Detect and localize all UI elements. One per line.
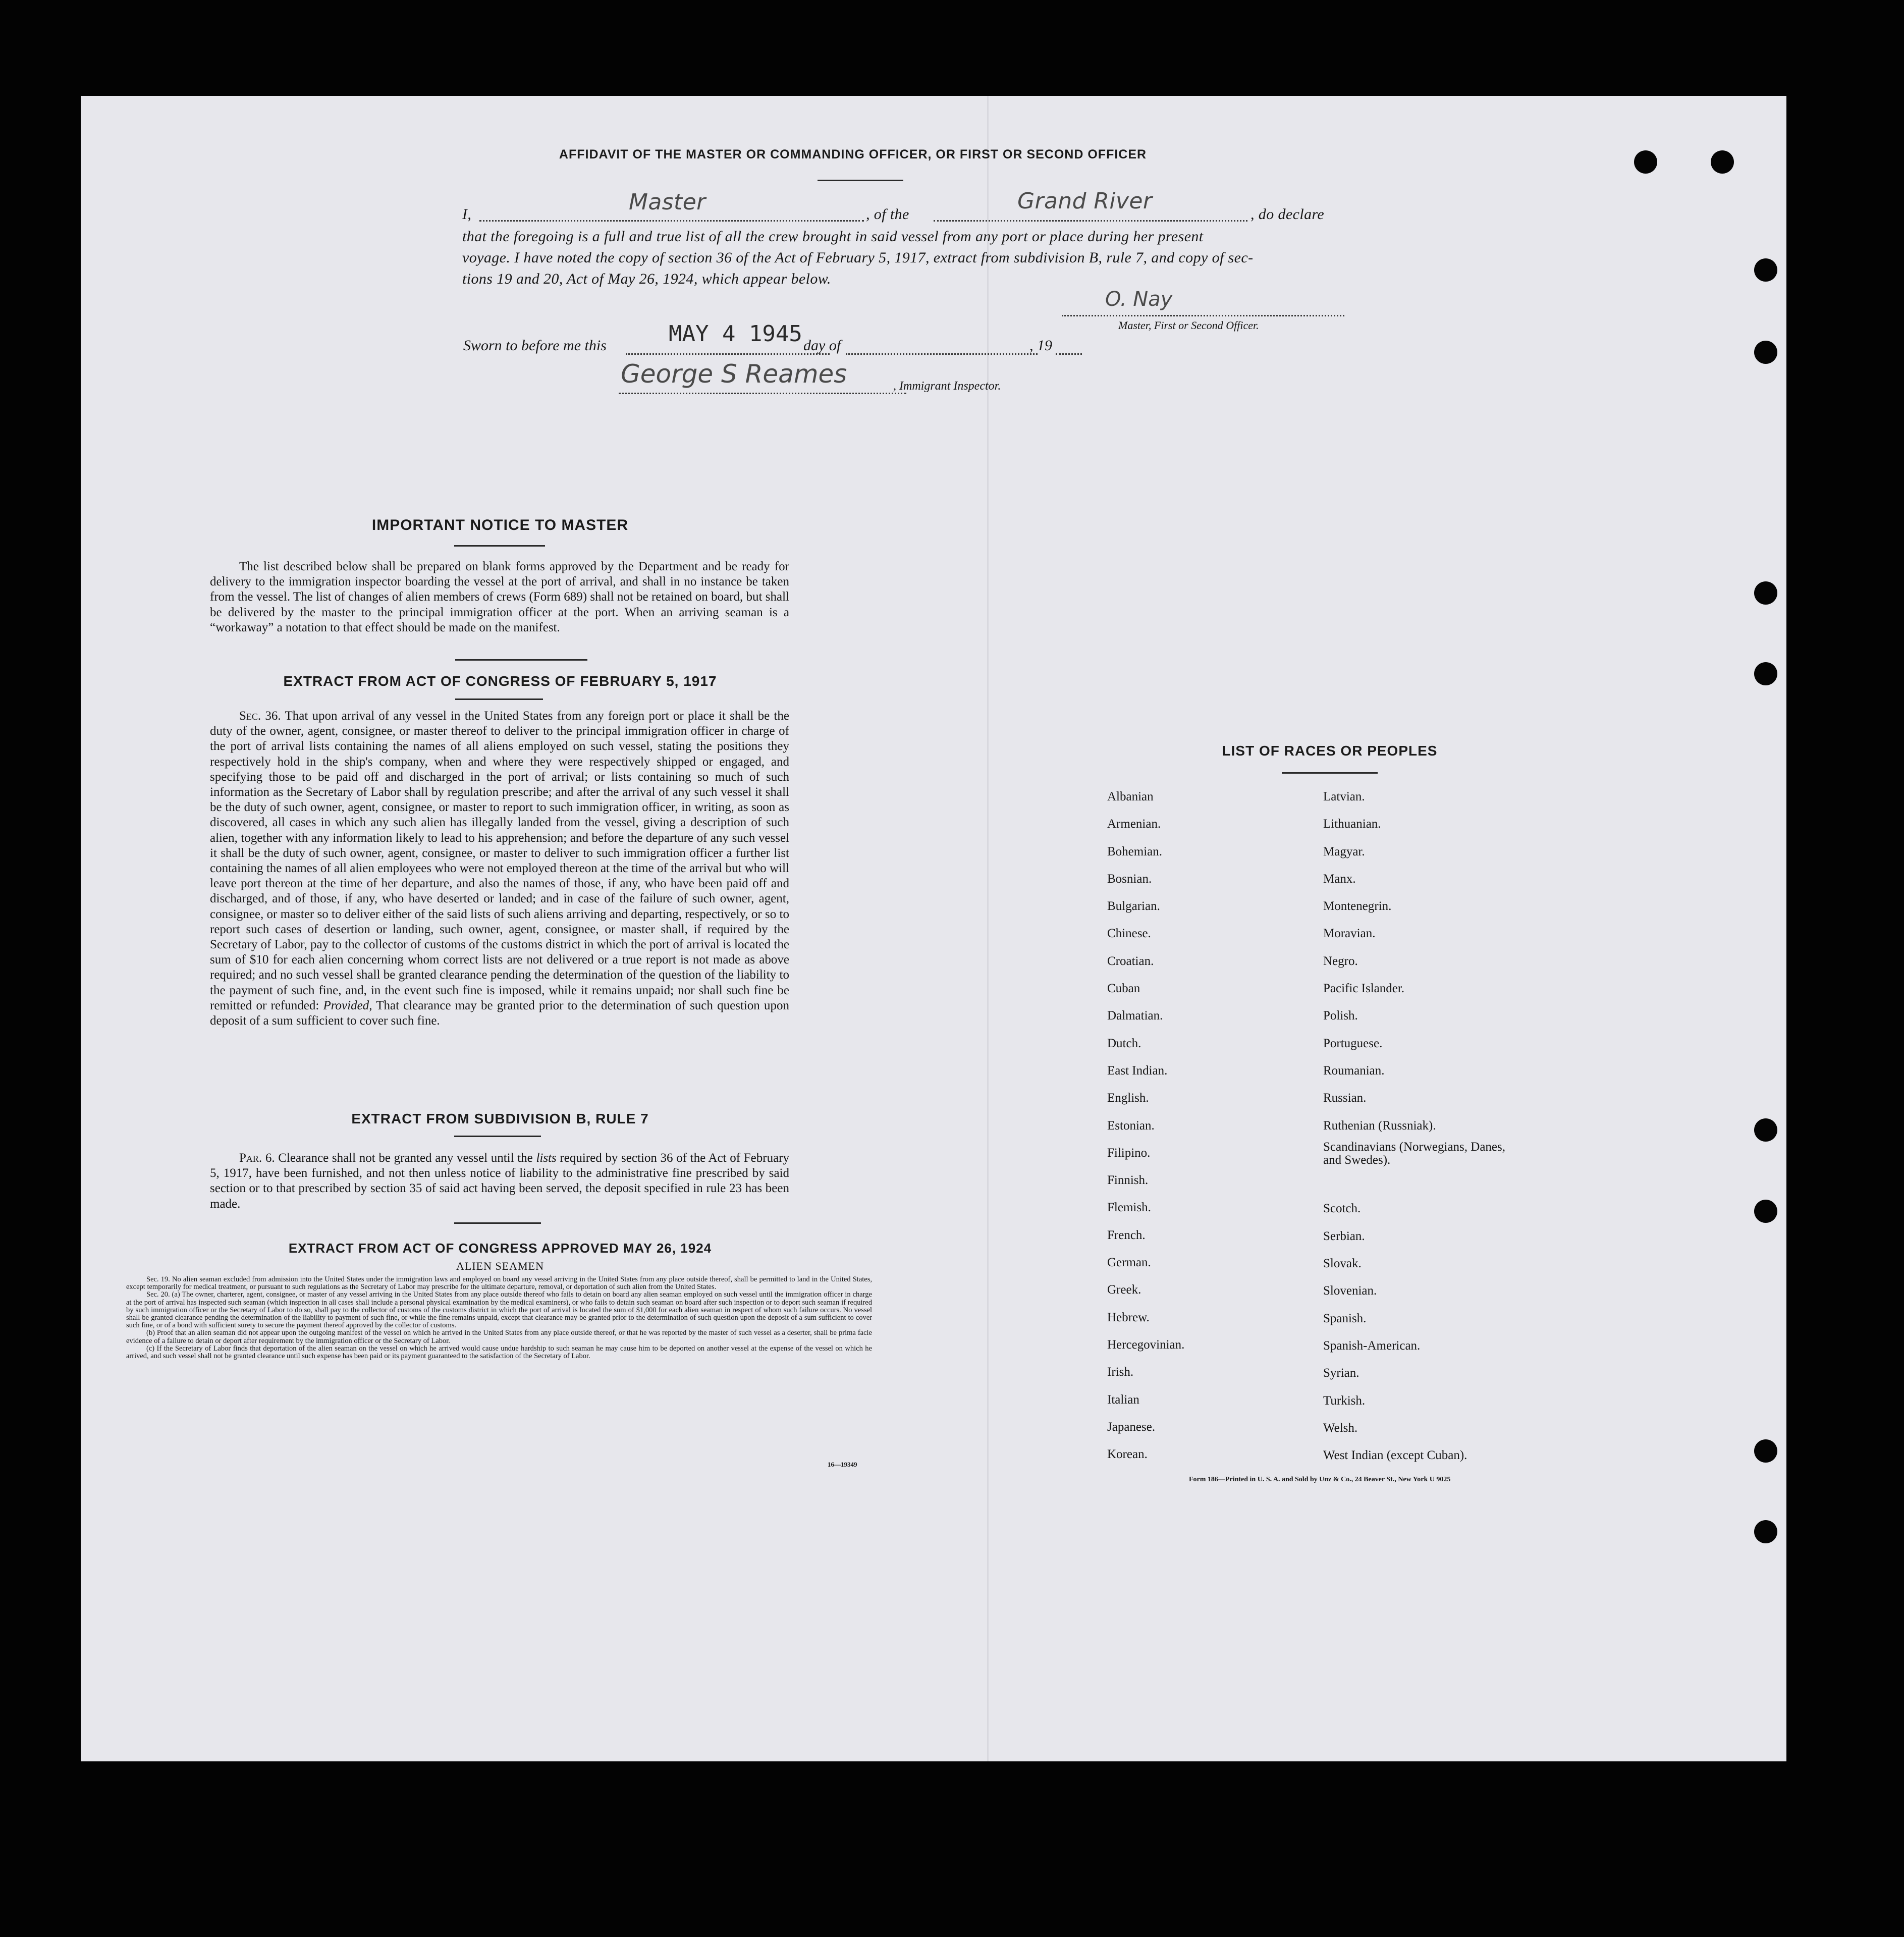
race-item: Negro. [1323, 954, 1358, 968]
punch-hole [1754, 258, 1777, 282]
sworn-label: Sworn to before me this [463, 337, 607, 354]
month-line [846, 353, 1038, 355]
day-of-label: day of [803, 337, 841, 354]
race-item: Spanish. [1323, 1311, 1367, 1325]
race-item: Flemish. [1107, 1201, 1151, 1215]
punch-hole [1711, 150, 1734, 174]
race-item: Spanish-American. [1323, 1338, 1421, 1353]
affidavit-of-the: , of the [866, 206, 909, 223]
affidavit-line-2: that the foregoing is a full and true list of all the crew brought in said vessel from any port or place during her present [462, 228, 1204, 245]
vessel-name-handwritten: Grand River [1017, 188, 1153, 214]
race-item: Bulgarian. [1107, 899, 1160, 913]
subdivision-b-end-rule [454, 1222, 541, 1224]
race-item: Polish. [1323, 1009, 1358, 1023]
extract-1917-title: EXTRACT FROM ACT OF CONGRESS OF FEBRUARY 5, 1917 [283, 673, 717, 689]
race-item: Manx. [1323, 872, 1356, 886]
lists-word: lists [536, 1151, 557, 1165]
sworn-date-line [626, 353, 830, 355]
race-item: Pacific Islander. [1323, 982, 1405, 996]
date-stamp: MAY 4 1945 [669, 321, 802, 347]
section-20c-paragraph: (c) If the Secretary of Labor finds that deportation of the alien seaman on the vessel on which he arrived would cause undue hardship to such seaman he may cause him to be deported on another vessel at the expense of the vessel on which he arrived, and such vessel shall not be granted clearance until such expense has been paid or its payment guaranteed to the satisfaction of the Secretary of Labor. [126, 1344, 872, 1361]
race-item: Irish. [1107, 1365, 1134, 1379]
race-item: Scandinavians (Norwegians, Danes, and Swedes). [1323, 1140, 1506, 1167]
race-item: Portuguese. [1323, 1036, 1383, 1050]
race-item: Roumanian. [1323, 1063, 1385, 1078]
race-item: Welsh. [1323, 1421, 1358, 1435]
race-item: Montenegrin. [1323, 899, 1392, 913]
subdivision-b-text [210, 1151, 789, 1212]
affidavit-i-label: I, [462, 206, 472, 223]
paragraph-6-label: Par. 6. [239, 1151, 275, 1165]
section-19-paragraph: Sec. 19. No alien seaman excluded from admission into the United States under the immigration laws and employed on board any vessel arriving in the United States from any place outside thereof, shall be permitted to land in the United States, except temporarily for medical treatment, or pursuant to such regulations as the Secretary of Labor may prescribe for the ultimate departure, removal, or deportation of such alien from the United States. [126, 1275, 872, 1292]
punch-hole [1754, 341, 1777, 364]
section-20b-paragraph: (b) Proof that an alien seaman did not appear upon the outgoing manifest of the vessel on which he arrived in the United States from any place outside thereof, or that he was reported by the master of such vessel as a deserter, shall be prima facie evidence of a failure to detain or deport after requirement by the immigration officer or the Secretary of Labor. [126, 1329, 872, 1345]
race-item: Finnish. [1107, 1173, 1149, 1188]
race-item: German. [1107, 1256, 1151, 1270]
punch-hole [1754, 1200, 1777, 1223]
affidavit-title: AFFIDAVIT OF THE MASTER OR COMMANDING OFFICER, OR FIRST OR SECOND OFFICER [559, 147, 1147, 162]
race-item: French. [1107, 1228, 1146, 1242]
race-item: Syrian. [1323, 1366, 1359, 1380]
notice-end-rule [455, 659, 587, 661]
race-item: Lithuanian. [1323, 817, 1381, 831]
inspector-signature-line [619, 393, 906, 394]
race-item: Estonian. [1107, 1118, 1155, 1133]
notice-text: The list described below shall be prepared on blank forms approved by the Department and be ready for delivery to the immigration inspector boarding the vessel at the port of arrival, and shall in no instance be taken from the vessel. The list of changes of alien members of crews (Form 689) shall not be retained on board, but shall be delivered by the master to the principal immigration officer at the port. When an arriving seaman is a “workaway” a notation to that effect should be made on the manifest. [210, 560, 789, 634]
extract-1924-text [126, 1276, 872, 1360]
races-title: LIST OF RACES OR PEOPLES [1222, 743, 1438, 759]
proviso-word: Provided, [323, 998, 372, 1012]
race-item: Armenian. [1107, 817, 1161, 831]
extract-1924-title: EXTRACT FROM ACT OF CONGRESS APPROVED MAY 26, 1924 [288, 1241, 712, 1256]
affidavit-statement [462, 188, 1374, 290]
race-item: Slovenian. [1323, 1284, 1377, 1298]
race-item: Dalmatian. [1107, 1009, 1163, 1023]
punch-hole [1754, 1520, 1777, 1543]
proviso-text: That clearance may be granted prior to the determination of such question upon deposit of a sum sufficient to cover such fine. [210, 998, 789, 1028]
year-line [1056, 353, 1082, 355]
race-item: English. [1107, 1091, 1149, 1105]
race-item: West Indian (except Cuban). [1323, 1448, 1467, 1463]
officer-signature-line [1062, 315, 1344, 316]
race-item: Albanian [1107, 790, 1154, 803]
year-label: , 19 [1029, 337, 1052, 354]
race-item: Moravian. [1323, 927, 1376, 941]
race-item: Chinese. [1107, 927, 1151, 941]
race-item: Dutch. [1107, 1036, 1141, 1050]
race-item: Hebrew. [1107, 1310, 1150, 1324]
punch-hole [1754, 581, 1777, 605]
section-20a-paragraph: Sec. 20. (a) The owner, charterer, agent, consignee, or master of any vessel arriving in the United States from any place outside thereof who fails to detain on board any alien seaman employed on such vessel until the immigration officer in charge at the port of arrival has inspected such seaman (which inspection in all cases shall include a personal physical examination by the medical examiners), or who fails to detain such seaman on board after such inspection or to deport such seaman if required by such immigration officer or the Secretary of Labor to do so, shall pay to the collector of customs of the customs district in which the port of arrival is located the sum of $1,000 for each alien seaman in respect of whom such failure occurs. No vessel shall be granted clearance pending the determination of the liability to payment of such fine, or while the fine remains unpaid, except that clearance may be granted prior to the determination of such question upon the deposit of a sum sufficient to cover such fine, or of a bond with sufficient surety to secure the payment thereof approved by the collector of customs. [126, 1290, 872, 1330]
section-36-body: That upon arrival of any vessel in the United States from any foreign port or place it shall be the duty of the owner, agent, consignee, or master thereof to deliver to the principal immigration officer in charge of the port of arrival lists containing the names of all aliens employed on such vessel, stating the positions they respectively hold in the ship's company, when and where they were respectively shipped or engaged, and specifying those to be paid off and discharged in the port of arrival; or lists containing so much of such information as the Secretary of Labor shall by regulation prescribe; and after the arrival of any such vessel it shall be the duty of such owner, agent, consignee, or master to report to such immigration officer, in writing, as soon as discovered, all cases in which any such alien has illegally landed from the vessel, giving a description of such alien, together with any information likely to lead to his apprehension; and before the departure of any such vessel it shall be the duty of such owner, agent, consignee, or master to deliver to such immigration officer a further list containing the names of all alien employees who were not employed thereon at the time of the arrival but who will leave port thereon at the time of her departure, and also the names of those, if any, who have been paid off and discharged, and of those, if any, who have deserted or landed; and in case of the failure of such owner, agent, consignee, or master so to deliver either of the said lists of such aliens arriving and departing, respectively, or so to report such cases of desertion or landing, such owner, agent, consignee, or master shall, if required by the Secretary of Labor, pay to the collector of customs of the customs district in which the port of arrival is located the sum of $10 for each alien concerning whom correct lists are not delivered or a true report is not made as above required; and no such vessel shall be granted clearance pending the determination of the question of the liability to the payment of such fine, and, in the event such fine is imposed, while it remains unpaid; nor shall such fine be remitted or refunded: [210, 709, 789, 1012]
race-item: Bosnian. [1107, 872, 1152, 886]
race-item: Latvian. [1323, 790, 1365, 803]
race-item: Croatian. [1107, 954, 1154, 968]
extract-1917-rule [455, 698, 543, 700]
race-item: Turkish. [1323, 1393, 1366, 1408]
race-item: Japanese. [1107, 1420, 1156, 1434]
subdivision-b-rule [454, 1136, 541, 1137]
race-item: East Indian. [1107, 1063, 1168, 1078]
race-item: Filipino. [1107, 1146, 1151, 1160]
master-name-line [479, 220, 864, 222]
punch-hole [1754, 1439, 1777, 1463]
section-36-label: Sec. 36. [239, 709, 281, 723]
races-left-column [1107, 783, 1309, 1468]
race-item: Italian [1107, 1392, 1139, 1407]
affidavit-title-rule [818, 180, 903, 181]
punch-hole [1634, 150, 1657, 174]
alien-seamen-subtitle: ALIEN SEAMEN [456, 1260, 544, 1272]
inspector-caption: , Immigrant Inspector. [893, 380, 1001, 393]
race-item: Ruthenian (Russniak). [1323, 1118, 1436, 1133]
master-name-handwritten: Master [629, 189, 706, 215]
officer-caption: Master, First or Second Officer. [1118, 319, 1259, 332]
inspector-signature: George S Reames [621, 359, 847, 389]
races-right-column [1323, 783, 1555, 1469]
affidavit-do-declare: , do declare [1250, 206, 1325, 223]
affidavit-line-4: tions 19 and 20, Act of May 26, 1924, which appear below. [462, 271, 831, 287]
notice-title-rule [454, 545, 545, 547]
races-title-rule [1282, 772, 1378, 774]
race-item: Russian. [1323, 1091, 1367, 1105]
notice-title: IMPORTANT NOTICE TO MASTER [371, 517, 629, 533]
paragraph-6-text-b: required by section 36 of the Act of February 5, 1917, have been furnished, and not then unless notice of liability to the administrative fine prescribed by said section or to that prescribed by section 35 of said act having been served, the deposit specified in rule 23 has been made. [210, 1151, 790, 1211]
paragraph-6-text-a: Clearance shall not be granted any vessel until the [278, 1151, 533, 1165]
vessel-name-line [934, 220, 1247, 222]
punch-hole [1754, 662, 1777, 685]
form-number: 16—19349 [828, 1461, 857, 1468]
race-item: Bohemian. [1107, 844, 1163, 858]
page-fold [987, 96, 989, 1761]
affidavit-line-3: voyage. I have noted the copy of section 36 of the Act of February 5, 1917, extract from subdivision B, rule 7, and copy of sec- [462, 249, 1254, 266]
form-printer-footer: Form 186—Printed in U. S. A. and Sold by Unz & Co., 24 Beaver St., New York U 9025 [1189, 1476, 1451, 1483]
race-item: Slovak. [1323, 1257, 1362, 1271]
race-item: Magyar. [1323, 844, 1365, 858]
officer-signature: O. Nay [1105, 288, 1173, 311]
race-item: Hercegovinian. [1107, 1337, 1185, 1352]
subdivision-b-title: EXTRACT FROM SUBDIVISION B, RULE 7 [351, 1111, 649, 1126]
race-item: Cuban [1107, 982, 1140, 996]
race-item: Korean. [1107, 1447, 1148, 1462]
punch-hole [1754, 1118, 1777, 1142]
race-item: Serbian. [1323, 1229, 1365, 1243]
race-item: Scotch. [1323, 1202, 1361, 1216]
race-item: Greek. [1107, 1283, 1141, 1297]
extract-1917-text [210, 709, 789, 1029]
